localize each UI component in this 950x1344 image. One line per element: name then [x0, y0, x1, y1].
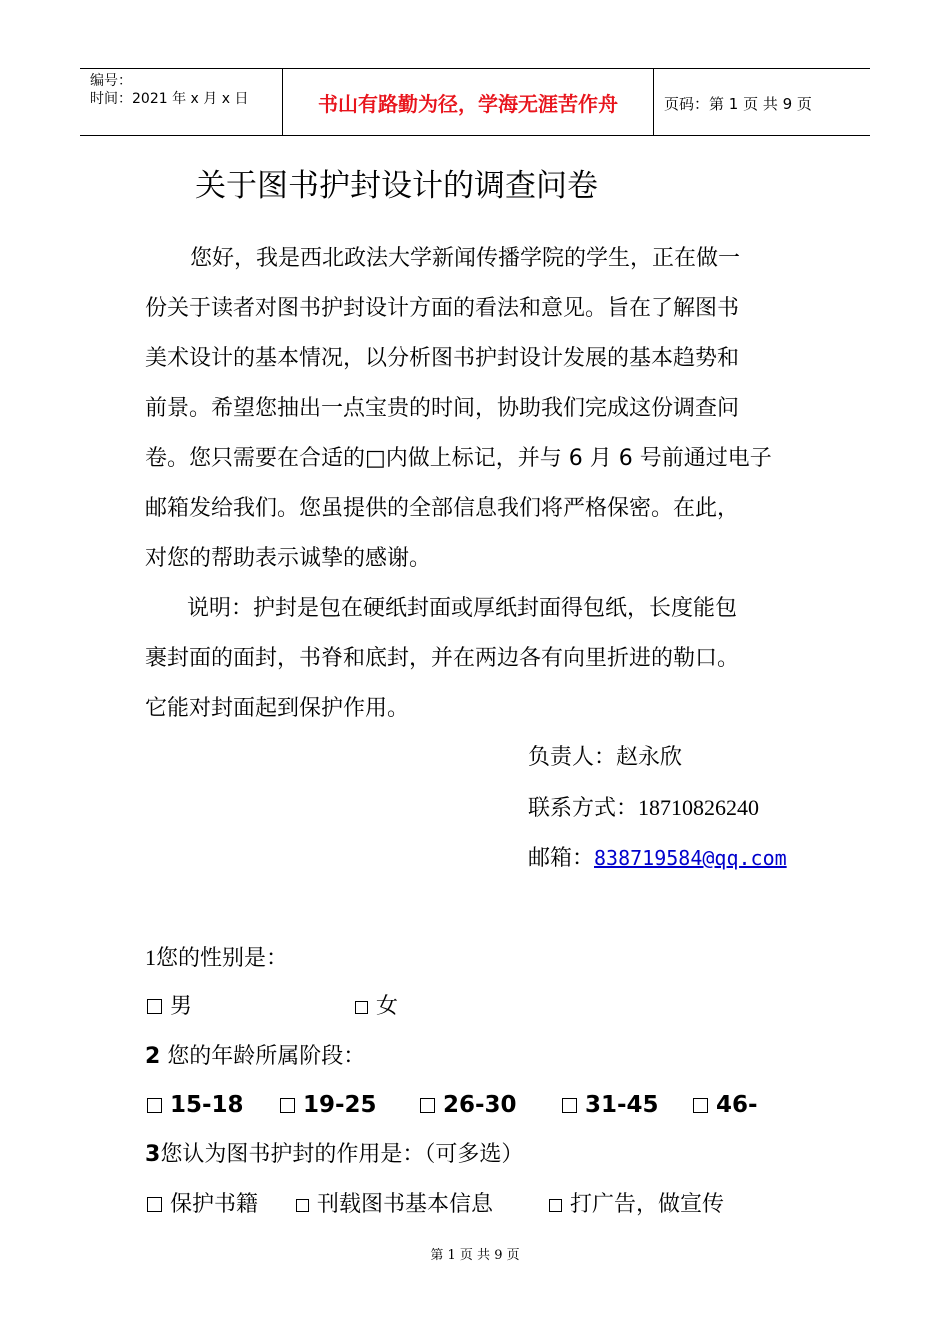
- question-2: [145, 1042, 365, 1072]
- header-motto: 书山有路勤为径，学海无涯苦作舟: [282, 69, 654, 135]
- intro-line: 美术设计的基本情况，以分析图书护封设计发展的基本趋势和: [145, 346, 740, 371]
- checkbox-icon[interactable]: [147, 999, 162, 1014]
- q2-option-46[interactable]: [693, 1090, 758, 1121]
- q3-option-ads[interactable]: [549, 1190, 724, 1220]
- q2-option-31-45[interactable]: [562, 1090, 659, 1121]
- checkbox-icon[interactable]: [355, 1001, 368, 1014]
- page-footer: 第 1 页 共 9 页: [430, 1248, 520, 1263]
- q3-option-info[interactable]: [296, 1190, 493, 1220]
- option-label: 15-18: [170, 1092, 244, 1118]
- contact-person: [528, 743, 682, 773]
- question-text: 您认为图书护封的作用是：（可多选）: [160, 1142, 524, 1167]
- contact-email: [528, 843, 787, 874]
- email-link[interactable]: 838719584@qq.com: [594, 846, 787, 870]
- option-label: 打广告，做宣传: [570, 1192, 725, 1217]
- intro-line: 卷。您只需要在合适的□内做上标记，并与 6 月 6 号前通过电子: [145, 446, 772, 471]
- q1-option-male[interactable]: [147, 992, 192, 1022]
- option-label: 刊载图书基本信息: [317, 1192, 494, 1217]
- contact-email-label: 邮箱：: [528, 846, 595, 871]
- q3-option-protect[interactable]: [147, 1190, 258, 1220]
- question-text: 您的年龄所属阶段：: [160, 1044, 366, 1069]
- header-page-info: 页码：第 1 页 共 9 页: [664, 95, 812, 113]
- checkbox-icon[interactable]: [693, 1098, 708, 1113]
- question-3: [145, 1140, 523, 1170]
- checkbox-icon[interactable]: [147, 1098, 162, 1113]
- checkbox-icon[interactable]: [549, 1199, 562, 1212]
- q2-option-19-25[interactable]: [280, 1090, 377, 1121]
- note-line: 它能对封面起到保护作用。: [145, 696, 410, 721]
- checkbox-icon[interactable]: [420, 1098, 435, 1113]
- question-text: 您的性别是：: [156, 946, 289, 971]
- question-number: 3: [145, 1142, 161, 1167]
- checkbox-icon[interactable]: [280, 1098, 295, 1113]
- question-number: 2: [145, 1044, 161, 1069]
- time-label: 时间：2021 年 x 月 x 日: [90, 91, 249, 107]
- q2-option-26-30[interactable]: [420, 1090, 517, 1121]
- checkbox-icon[interactable]: [296, 1199, 309, 1212]
- header-meta: [80, 69, 282, 135]
- option-label: 31-45: [585, 1092, 659, 1118]
- option-label: 19-25: [303, 1092, 377, 1118]
- question-1: [145, 943, 288, 974]
- note-line: 裹封面的面封，书脊和底封，并在两边各有向里折进的勒口。: [145, 646, 740, 671]
- intro-line: 前景。希望您抽出一点宝贵的时间，协助我们完成这份调查问: [145, 396, 740, 421]
- note-line: 说明：护封是包在硬纸封面或厚纸封面得包纸，长度能包: [187, 596, 738, 621]
- document-title: 关于图书护封设计的调查问卷: [195, 168, 598, 204]
- option-label: 女: [376, 994, 399, 1019]
- contact-phone-number: 18710826240: [638, 795, 760, 820]
- contact-person-label: 负责人：: [528, 745, 617, 770]
- option-label: 26-30: [443, 1092, 517, 1118]
- intro-line: 邮箱发给我们。您虽提供的全部信息我们将严格保密。在此，: [145, 496, 740, 521]
- q2-option-15-18[interactable]: [147, 1090, 244, 1121]
- option-label: 46-: [716, 1092, 758, 1118]
- header-table: [80, 68, 870, 136]
- intro-line: 份关于读者对图书护封设计方面的看法和意见。旨在了解图书: [145, 296, 740, 321]
- option-label: 男: [170, 994, 193, 1019]
- q1-option-female[interactable]: [355, 992, 398, 1022]
- checkbox-icon[interactable]: [147, 1197, 162, 1212]
- checkbox-icon[interactable]: [562, 1098, 577, 1113]
- contact-phone: [528, 793, 759, 824]
- intro-line: 对您的帮助表示诚挚的感谢。: [145, 546, 432, 571]
- intro-line: 您好，我是西北政法大学新闻传播学院的学生，正在做一: [190, 246, 741, 271]
- contact-person-name: 赵永欣: [616, 745, 683, 770]
- number-label: 编号：: [90, 73, 132, 89]
- contact-phone-label: 联系方式：: [528, 796, 639, 821]
- question-number: 1: [145, 945, 156, 970]
- option-label: 保护书籍: [170, 1192, 259, 1217]
